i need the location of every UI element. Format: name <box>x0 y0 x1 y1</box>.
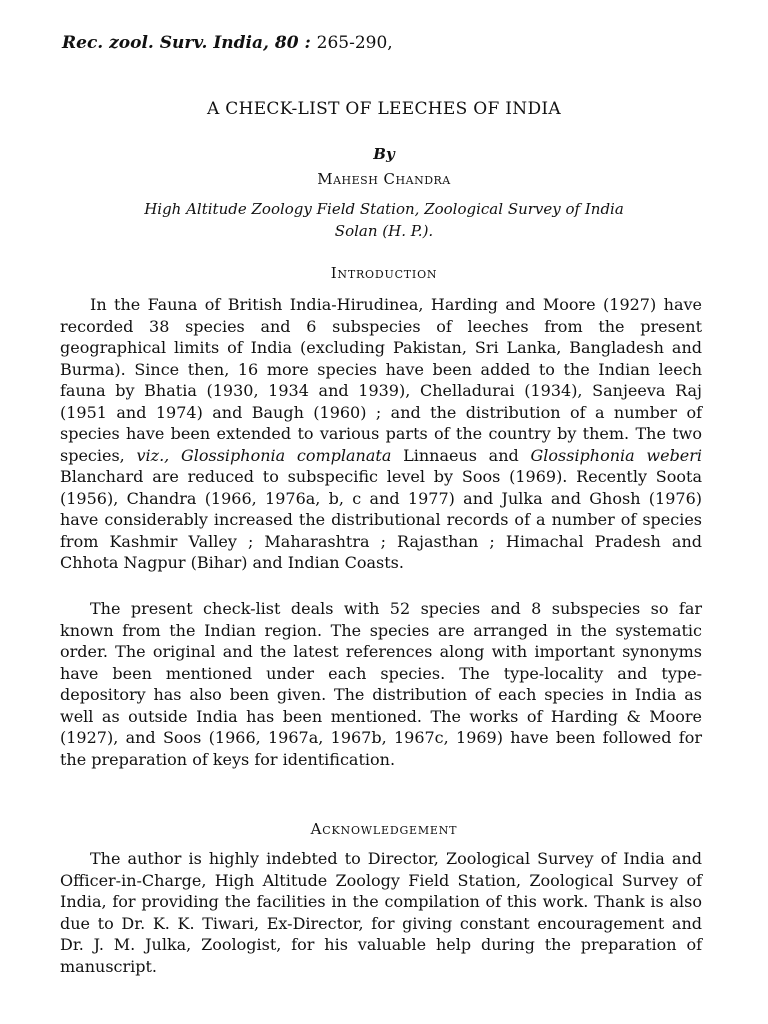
journal-citation <box>62 33 393 53</box>
introduction-heading: Introduction <box>330 264 438 282</box>
intro-p1-part-b: Linnaeus and <box>403 445 519 465</box>
byline: By <box>373 145 395 163</box>
intro-p1-part-a: In the Fauna of British India-Hirudinea, Harding and Moore (1927) have recorded 38 species and 6 subspecies of leeches from the present geographical limits of India (excluding Pakistan, Sri Lanka, Bangladesh and Burma). Since then, 16 more species have been added to the Indian leech fauna by Bhatia (1930, 1934 and 1939), Chelladurai (1934), Sanjeeva Raj (1951 and 1974) and Baugh (1960) ; and the distribution of a number of species have been extended to various parts of the country by them. The two species, <box>60 295 702 465</box>
intro-p2-text: The present check-list deals with 52 species and 8 subspecies so far known from the Indian region. The species are arranged in the systematic order. The original and the latest references along with important synonyms have been mentioned under each species. The type-locality and type-depository has also been given. The distribution of each species in India as well as outside India has been mentioned. The works of Harding & Moore (1927), and Soos (1966, 1967a, 1967b, 1967c, 1969) have been followed for the preparation of keys for identification. <box>60 599 702 769</box>
citation-pages: 265-290, <box>316 33 393 53</box>
acknowledgement-heading: Acknowledgement <box>310 820 458 838</box>
introduction-paragraph-1 <box>60 294 702 574</box>
citation-journal: Rec. zool. Surv. India, 80 : <box>62 33 311 53</box>
intro-p1-viz: viz., <box>136 445 170 465</box>
article-title: A CHECK-LIST OF LEECHES OF INDIA <box>206 99 561 119</box>
author-name: Mahesh Chandra <box>317 170 451 188</box>
ack-p1-text: The author is highly indebted to Director, Zoological Survey of India and Officer-in-Charge, High Altitude Zoology Field Station, Zoological Survey of India, for providing the facilities in the compilation of this work. Thank is also due to Dr. K. K. Tiwari, Ex-Director, for giving constant encouragement and Dr. J. M. Julka, Zoologist, for his valuable help during the preparation of manuscript. <box>60 849 702 976</box>
intro-p1-species-2: Glossiphonia weberi <box>530 445 703 465</box>
intro-p1-part-c: Blanchard are reduced to subspecific level by Soos (1969). Recently Soota (1956), Chandra (1966, 1976a, b, c and 1977) and Julka and Ghosh (1976) have considerably increased the distributional records of a number of species from Kashmir Valley ; Maharashtra ; Rajasthan ; Himachal Pradesh and Chhota Nagpur (Bihar) and Indian Coasts. <box>60 467 702 572</box>
intro-p1-text <box>60 294 702 574</box>
introduction-paragraph-2 <box>60 598 702 770</box>
affiliation-line-2: Solan (H. P.). <box>334 222 434 240</box>
acknowledgement-paragraph <box>60 848 702 977</box>
intro-p1-species-1: Glossiphonia complanata <box>180 445 392 465</box>
affiliation-line-1: High Altitude Zoology Field Station, Zoological Survey of India <box>144 200 624 218</box>
